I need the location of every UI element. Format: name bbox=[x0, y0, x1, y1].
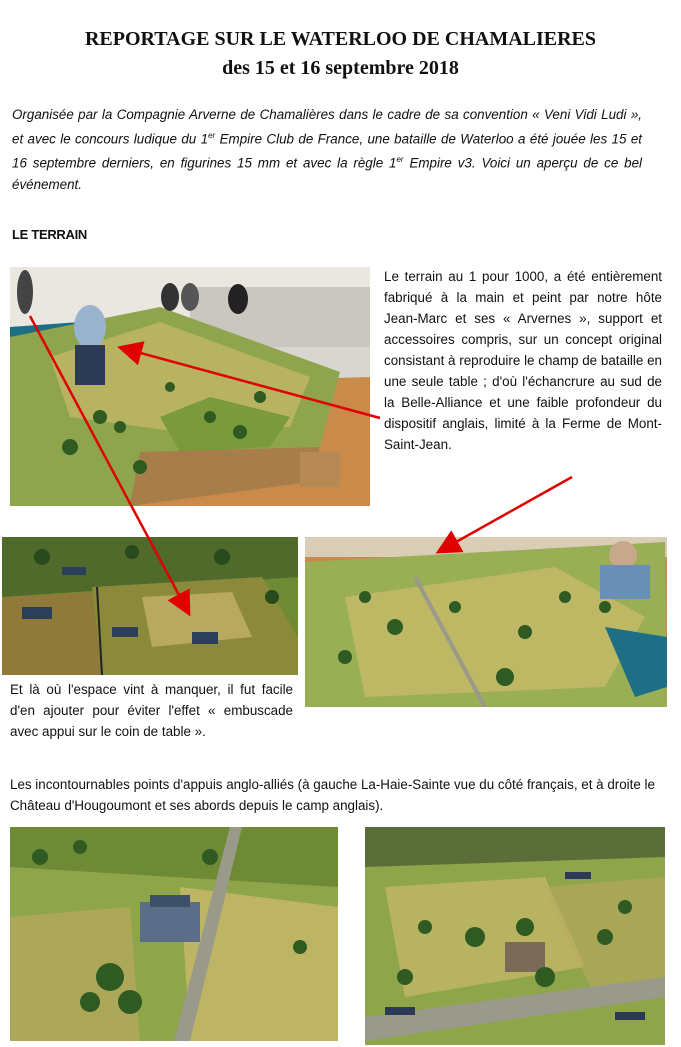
strongpoints-caption: Les incontournables points d'appuis anglo-alliés (à gauche La-Haie-Sainte vue du côté français, et à droite le Château d'Hougoumont et ses abords depuis le camp anglais). bbox=[10, 777, 655, 813]
page-title: REPORTAGE SUR LE WATERLOO DE CHAMALIERES bbox=[84, 28, 597, 50]
section-heading: LE TERRAIN bbox=[12, 227, 88, 242]
intro-text-2: Empire Club de France, une bataille de Waterloo a été jouée les 15 et 16 septembre derniers, en figurines 15 mm et avec la règle 1 bbox=[12, 131, 642, 171]
intro-text-1: Organisée par la Compagnie Arverne de Chamalières dans le cadre de sa convention « Veni Vidi Ludi », et avec le concours ludique du 1 bbox=[12, 107, 642, 147]
page-subtitle: des 15 et 16 septembre 2018 bbox=[222, 57, 459, 79]
photo-table-extension bbox=[2, 537, 298, 675]
intro-text-3: Empire v3. Voici un aperçu de ce bel événement. bbox=[12, 155, 642, 192]
terrain-description: Le terrain au 1 pour 1000, a été entièrement fabriqué à la main et peint par notre hôte Jean-Marc et ses « Arvernes », support et accessoires compris, sur un concept original consistant à reproduire le champ de bataille en une seule table ; d'où l'échancrure au sud de la Belle-Alliance et une faible profondeur du dispositif anglais, limité à la Ferme de Mont-Saint-Jean. bbox=[384, 269, 662, 452]
photo-table-long-view bbox=[305, 537, 667, 707]
photo-room-overview bbox=[10, 267, 370, 506]
extension-description: Et là où l'espace vint à manquer, il fut facile d'en ajouter pour éviter l'effet « embuscade avec appui sur le coin de table ». bbox=[10, 682, 293, 739]
intro-sup-1: er bbox=[208, 131, 216, 140]
intro-paragraph bbox=[12, 104, 642, 195]
photo-hougoumont bbox=[365, 827, 665, 1045]
photo-la-haie-sainte bbox=[10, 827, 338, 1041]
intro-sup-2: er bbox=[396, 155, 404, 165]
